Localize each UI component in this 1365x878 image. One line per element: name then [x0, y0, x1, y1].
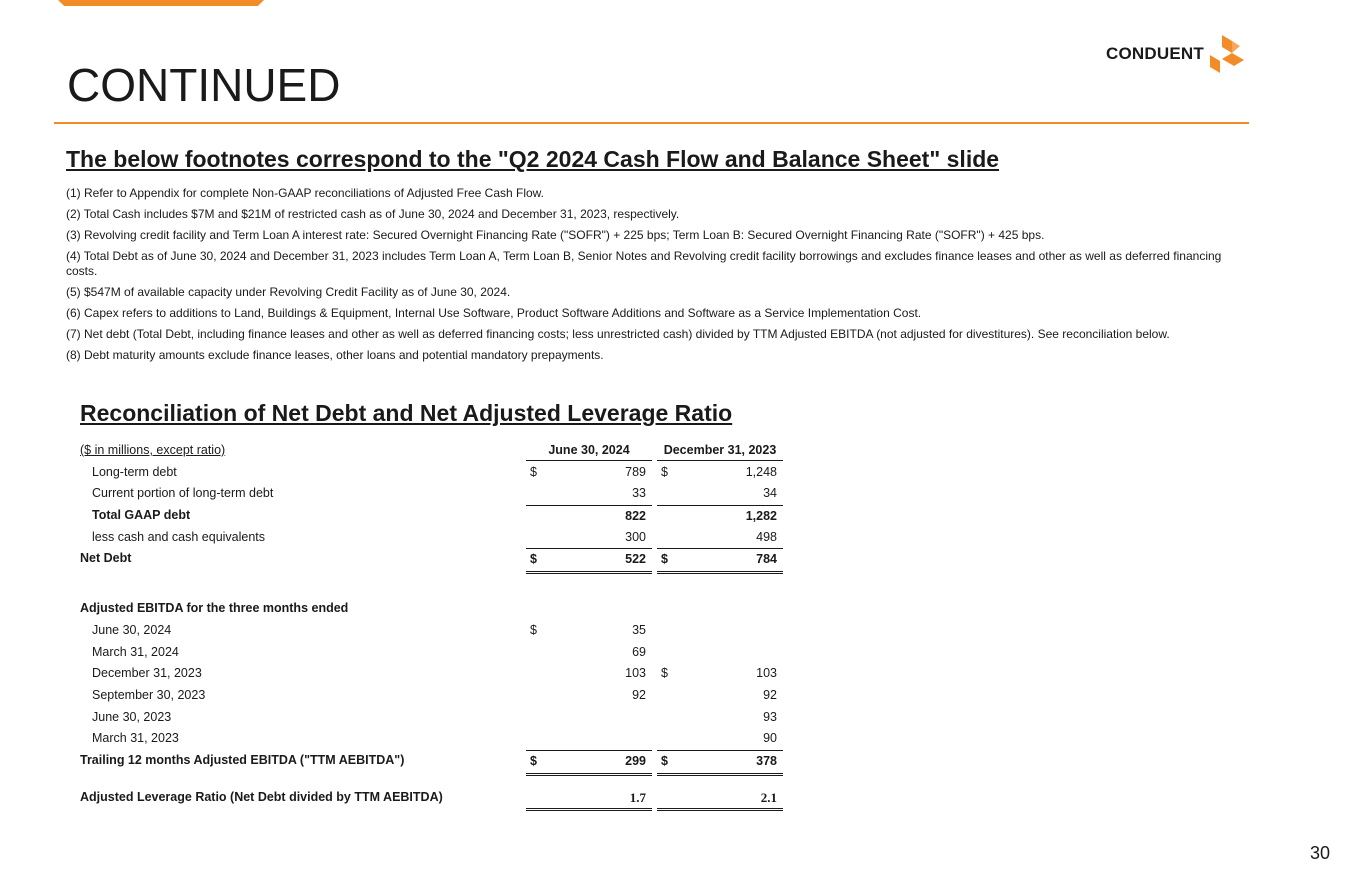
row-label: Adjusted Leverage Ratio (Net Debt divided by TTM AEBITDA)	[80, 789, 443, 804]
table-row	[80, 483, 785, 505]
cell-value: 300	[625, 529, 646, 544]
row-label: September 30, 2023	[92, 687, 206, 702]
cell-value: 789	[625, 464, 646, 479]
cell-value: 522	[625, 552, 646, 567]
row-label: Long-term debt	[92, 464, 177, 479]
cell-value: 33	[632, 486, 646, 501]
footnote: (6) Capex refers to additions to Land, Buildings & Equipment, Internal Use Software, Product Software Additions and Software as a Service Implementation Cost.	[66, 306, 922, 320]
table-row	[80, 663, 785, 685]
cell-value: 103	[625, 666, 646, 681]
currency-symbol: $	[661, 464, 668, 479]
cell-value: 822	[625, 509, 646, 524]
currency-symbol: $	[530, 552, 537, 567]
col-header-dec-2023: December 31, 2023	[657, 440, 783, 461]
top-accent-bar	[58, 0, 264, 6]
logo-text: CONDUENT	[1106, 44, 1204, 63]
cell-value: 1.7	[629, 789, 646, 805]
currency-symbol: $	[661, 552, 668, 567]
row-label: June 30, 2023	[92, 709, 172, 724]
title-divider	[54, 122, 1249, 124]
cell-value: 103	[756, 666, 777, 681]
table-row	[80, 707, 785, 729]
cell-value: 93	[763, 709, 777, 724]
row-label: Adjusted EBITDA for the three months ended	[80, 601, 349, 616]
page-title: CONTINUED	[67, 59, 341, 111]
footnotes-list	[66, 186, 1246, 369]
table-row	[80, 505, 785, 527]
section-heading-row	[80, 598, 785, 620]
cell-value: 784	[756, 552, 777, 567]
cell-value: 1,248	[745, 464, 777, 479]
col-header-june-2024: June 30, 2024	[526, 440, 652, 461]
cell-value: 378	[756, 753, 777, 768]
currency-symbol: $	[661, 753, 668, 768]
cell-value: 92	[632, 687, 646, 702]
table-row	[80, 548, 785, 570]
table-row	[80, 462, 785, 484]
cell-value: 1,282	[745, 509, 777, 524]
row-label: June 30, 2024	[92, 622, 172, 637]
row-label: December 31, 2023	[92, 666, 202, 681]
row-label: March 31, 2024	[92, 644, 179, 659]
cell-value: 35	[632, 622, 646, 637]
row-label: March 31, 2023	[92, 731, 179, 746]
table-row	[80, 620, 785, 642]
row-label: Total GAAP debt	[92, 508, 191, 523]
footnote: (4) Total Debt as of June 30, 2024 and December 31, 2023 includes Term Loan A, Term Loan B, Senior Notes and Revolving credit facility borrowings and excludes finance leases and other as well as deferred financing costs.	[66, 249, 1222, 278]
cell-value: 2.1	[760, 789, 777, 805]
row-label: less cash and cash equivalents	[92, 529, 266, 544]
row-label: Trailing 12 months Adjusted EBITDA ("TTM AEBITDA")	[80, 752, 405, 767]
table-row	[80, 728, 785, 750]
footnote: (2) Total Cash includes $7M and $21M of restricted cash as of June 30, 2024 and December 31, 2023, respectively.	[66, 207, 680, 221]
footnote: (3) Revolving credit facility and Term Loan A interest rate: Secured Overnight Financing Rate ("SOFR") + 225 bps; Term Loan B: Secured Overnight Financing Rate ("SOFR") + 425 bps.	[66, 228, 1045, 242]
units-label: ($ in millions, except ratio)	[80, 443, 226, 457]
cell-value: 92	[763, 687, 777, 702]
table-row	[80, 750, 785, 772]
reconciliation-table	[80, 440, 785, 808]
cell-value: 90	[763, 731, 777, 746]
reconciliation-heading: Reconciliation of Net Debt and Net Adjusted Leverage Ratio	[80, 400, 733, 426]
row-label: Net Debt	[80, 551, 132, 566]
footnote: (8) Debt maturity amounts exclude finance leases, other loans and potential mandatory prepayments.	[66, 348, 604, 362]
table-row	[80, 527, 785, 549]
table-row	[80, 685, 785, 707]
footnotes-heading: The below footnotes correspond to the "Q2 2024 Cash Flow and Balance Sheet" slide	[66, 146, 1000, 172]
footnote: (1) Refer to Appendix for complete Non-GAAP reconciliations of Adjusted Free Cash Flow.	[66, 186, 545, 200]
cell-value: 69	[632, 644, 646, 659]
currency-symbol: $	[530, 622, 537, 637]
footnote: (5) $547M of available capacity under Revolving Credit Facility as of June 30, 2024.	[66, 285, 511, 299]
table-header-row	[80, 440, 785, 462]
page-number: 30	[1309, 843, 1330, 863]
conduent-logo-icon	[1210, 35, 1248, 73]
currency-symbol: $	[661, 666, 668, 681]
cell-value: 299	[625, 753, 646, 768]
currency-symbol: $	[530, 464, 537, 479]
conduent-logo	[1106, 34, 1248, 74]
cell-value: 498	[756, 529, 777, 544]
row-label: Current portion of long-term debt	[92, 486, 274, 501]
table-row	[80, 787, 785, 809]
table-row	[80, 642, 785, 664]
currency-symbol: $	[530, 753, 537, 768]
cell-value: 34	[763, 486, 777, 501]
footnote: (7) Net debt (Total Debt, including finance leases and other as well as deferred financing costs; less unrestricted cash) divided by TTM Adjusted EBITDA (not adjusted for divestitures). See reconciliation below.	[66, 327, 1170, 341]
